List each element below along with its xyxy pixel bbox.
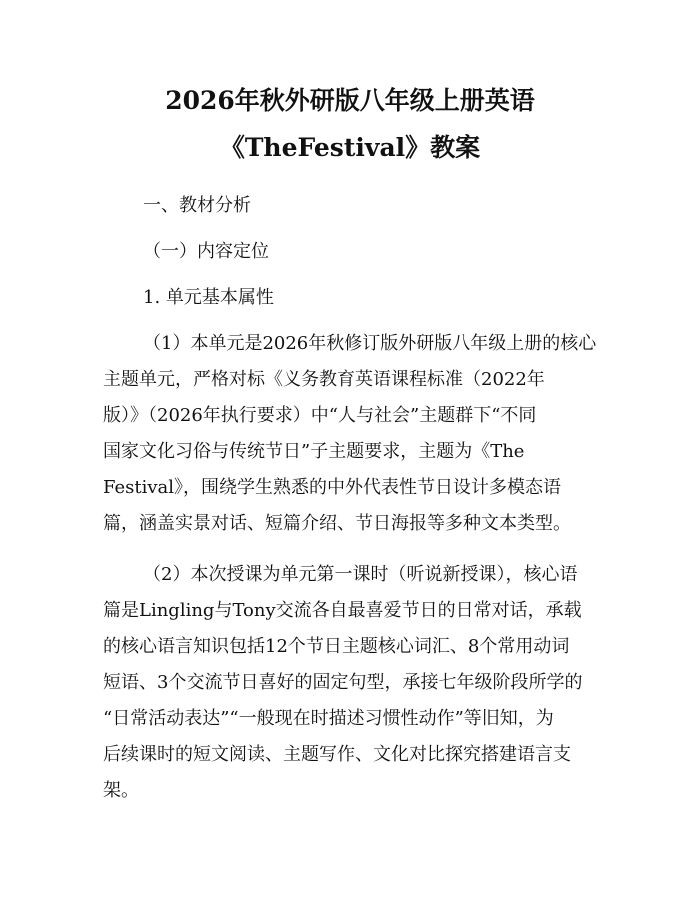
paragraph-1-line: 国家文化习俗与传统节日”子主题要求，主题为《The — [103, 441, 525, 462]
paragraph-2-line: 架。 — [103, 780, 139, 801]
paragraph-2-line: 短语、3个交流节日喜好的固定句型，承接七年级阶段所学的 — [103, 672, 583, 693]
section-heading: 一、教材分析 — [143, 195, 251, 216]
paragraph-1-line: 主题单元，严格对标《义务教育英语课程标准（2022年 — [103, 369, 545, 390]
paragraph-1-line: （1）本单元是2026年秋修订版外研版八年级上册的核心 — [143, 333, 597, 354]
paragraph-2-line: “日常活动表达”“一般现在时描述习惯性动作”等旧知，为 — [103, 708, 554, 729]
paragraph-2-line: 的核心语言知识包括12个节日主题核心词汇、8个常用动词 — [103, 636, 570, 657]
subsection-heading: （一）内容定位 — [143, 241, 269, 262]
document-title-line-1: 2026年秋外研版八年级上册英语 — [165, 86, 535, 115]
paragraph-2-line: 篇是Lingling与Tony交流各自最喜爱节日的日常对话，承载 — [103, 600, 582, 621]
paragraph-1-line: 版）》（2026年执行要求）中“人与社会”主题群下“不同 — [103, 405, 537, 426]
paragraph-1-line: Festival》，围绕学生熟悉的中外代表性节日设计多模态语 — [103, 477, 562, 498]
paragraph-2-line: 后续课时的短文阅读、主题写作、文化对比探究搭建语言支 — [103, 744, 571, 765]
document-title-line-2: 《TheFestival》教案 — [219, 133, 481, 162]
paragraph-2-line: （2）本次授课为单元第一课时（听说新授课），核心语 — [143, 564, 578, 585]
paragraph-1-line: 篇，涵盖实景对话、短篇介绍、节日海报等多种文本类型。 — [103, 513, 571, 534]
item-heading: 1. 单元基本属性 — [143, 287, 274, 308]
